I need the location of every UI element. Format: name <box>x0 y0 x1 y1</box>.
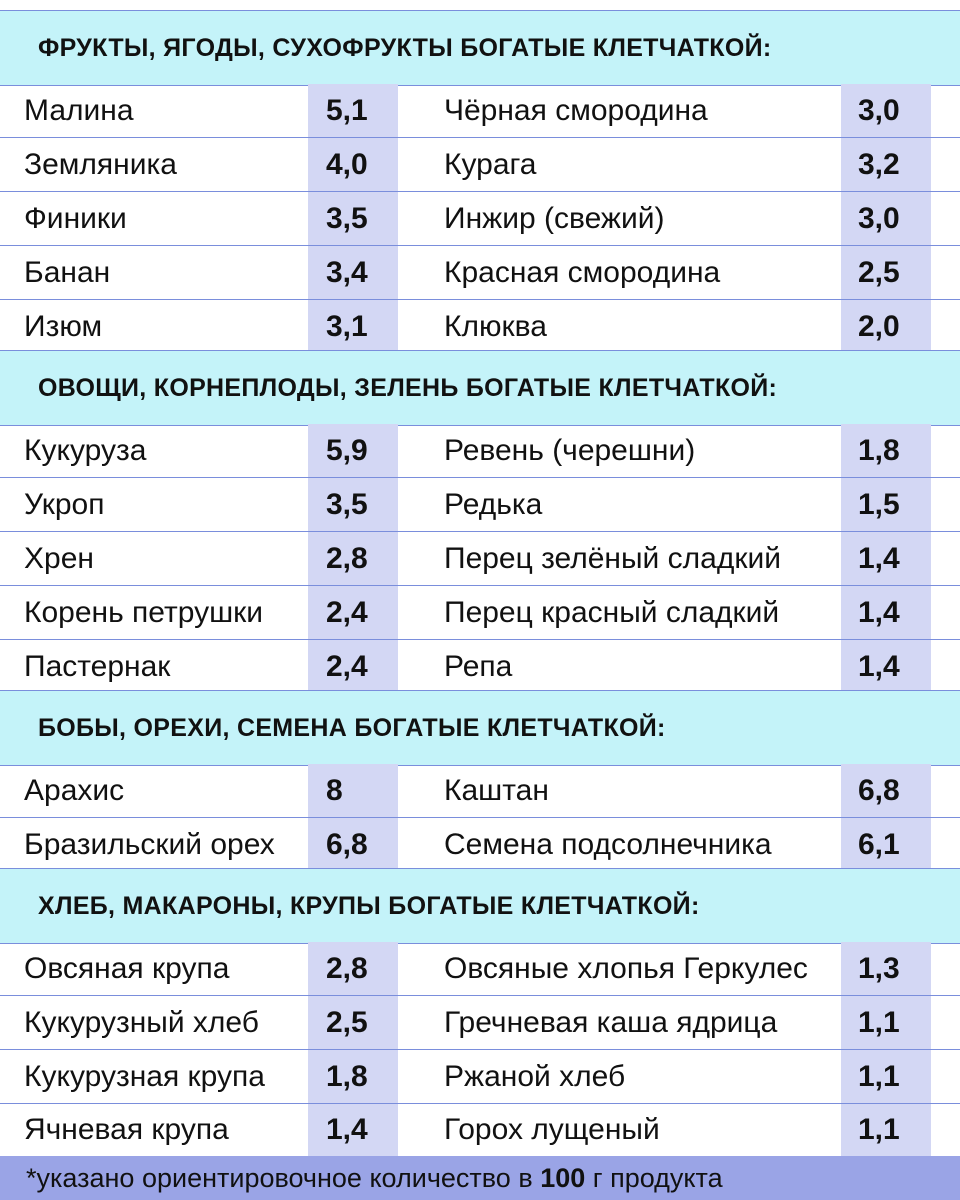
product-name: Инжир (свежий) <box>444 201 665 235</box>
product-name: Семена подсолнечника <box>444 828 772 861</box>
footnote-text-after: г продукта <box>585 1162 723 1193</box>
product-name: Горох лущеный <box>444 1113 660 1146</box>
product-name: Ревень (черешни) <box>444 433 696 467</box>
fiber-value: 1,1 <box>841 1050 931 1103</box>
fiber-value: 3,1 <box>308 300 398 354</box>
table-row <box>0 1050 960 1104</box>
fiber-value: 2,4 <box>308 586 398 639</box>
table-row <box>0 996 960 1050</box>
table-row <box>0 138 960 192</box>
table-row <box>0 942 960 996</box>
table-row <box>0 84 960 138</box>
product-name: Гречневая каша ядрица <box>444 1005 778 1039</box>
product-name: Кукурузная крупа <box>24 1059 265 1093</box>
fiber-value: 1,4 <box>841 532 931 585</box>
table-row <box>0 478 960 532</box>
section-title: ОВОЩИ, КОРНЕПЛОДЫ, ЗЕЛЕНЬ БОГАТЫЕ КЛЕТЧАТКОЙ: <box>38 373 778 402</box>
fiber-value: 6,8 <box>308 818 398 872</box>
product-name: Клюква <box>444 310 547 343</box>
product-name: Хрен <box>24 541 94 575</box>
product-name: Овсяные хлопья Геркулес <box>444 951 808 985</box>
fiber-value: 8 <box>308 764 398 817</box>
fiber-value: 2,8 <box>308 942 398 995</box>
fiber-value: 2,0 <box>841 300 931 354</box>
fiber-value: 1,4 <box>308 1104 398 1156</box>
table-row <box>0 1104 960 1156</box>
product-name: Каштан <box>444 773 549 807</box>
product-name: Пастернак <box>24 650 171 683</box>
product-name: Чёрная смородина <box>444 93 708 127</box>
fiber-value: 1,8 <box>308 1050 398 1103</box>
product-name: Перец зелёный сладкий <box>444 541 781 575</box>
fiber-value: 2,5 <box>841 246 931 299</box>
fiber-value: 4,0 <box>308 138 398 191</box>
fiber-value: 1,4 <box>841 586 931 639</box>
product-name: Малина <box>24 93 134 127</box>
fiber-value: 1,8 <box>841 424 931 477</box>
product-name: Финики <box>24 201 127 235</box>
section-header-nuts <box>0 690 960 766</box>
table-row <box>0 300 960 354</box>
fiber-value: 1,1 <box>841 1104 931 1156</box>
table-row <box>0 818 960 872</box>
table-row <box>0 586 960 640</box>
product-name: Репа <box>444 650 513 683</box>
table-row <box>0 532 960 586</box>
fiber-value: 5,9 <box>308 424 398 477</box>
product-name: Банан <box>24 255 111 289</box>
fiber-value: 3,2 <box>841 138 931 191</box>
product-name: Кукурузный хлеб <box>24 1005 259 1039</box>
fiber-value: 1,1 <box>841 996 931 1049</box>
fiber-value: 6,1 <box>841 818 931 872</box>
fiber-value: 3,0 <box>841 84 931 137</box>
table-row <box>0 640 960 694</box>
product-name: Перец красный сладкий <box>444 595 780 629</box>
fiber-value: 3,5 <box>308 192 398 245</box>
section-header-bread <box>0 868 960 944</box>
product-name: Кукуруза <box>24 433 147 467</box>
fiber-value: 3,4 <box>308 246 398 299</box>
section-title: БОБЫ, ОРЕХИ, СЕМЕНА БОГАТЫЕ КЛЕТЧАТКОЙ: <box>38 713 666 742</box>
fiber-value: 5,1 <box>308 84 398 137</box>
table-row <box>0 424 960 478</box>
section-header-fruits <box>0 10 960 86</box>
section-title: ХЛЕБ, МАКАРОНЫ, КРУПЫ БОГАТЫЕ КЛЕТЧАТКОЙ: <box>38 891 700 920</box>
product-name: Ячневая крупа <box>24 1113 229 1146</box>
product-name: Овсяная крупа <box>24 951 230 985</box>
product-name: Курага <box>444 147 537 181</box>
product-name: Арахис <box>24 773 125 807</box>
product-name: Изюм <box>24 310 103 343</box>
fiber-value: 2,4 <box>308 640 398 694</box>
product-name: Ржаной хлеб <box>444 1059 626 1093</box>
footnote <box>0 1156 960 1200</box>
footnote-text-before: *указано ориентировочное количество в <box>26 1162 541 1193</box>
fiber-value: 1,5 <box>841 478 931 531</box>
product-name: Земляника <box>24 147 177 181</box>
table-row <box>0 246 960 300</box>
product-name: Укроп <box>24 487 105 521</box>
product-name: Красная смородина <box>444 255 721 289</box>
fiber-value: 2,5 <box>308 996 398 1049</box>
fiber-value: 3,5 <box>308 478 398 531</box>
product-name: Редька <box>444 487 543 521</box>
fiber-value: 2,8 <box>308 532 398 585</box>
section-header-vegetables <box>0 350 960 426</box>
fiber-value: 3,0 <box>841 192 931 245</box>
section-title: ФРУКТЫ, ЯГОДЫ, СУХОФРУКТЫ БОГАТЫЕ КЛЕТЧАТКОЙ: <box>38 33 772 62</box>
fiber-value: 1,3 <box>841 942 931 995</box>
product-name: Бразильский орех <box>24 828 275 861</box>
fiber-value: 1,4 <box>841 640 931 694</box>
product-name: Корень петрушки <box>24 595 264 629</box>
footnote-amount: 100 <box>540 1162 586 1193</box>
table-row <box>0 192 960 246</box>
table-row <box>0 764 960 818</box>
fiber-value: 6,8 <box>841 764 931 817</box>
